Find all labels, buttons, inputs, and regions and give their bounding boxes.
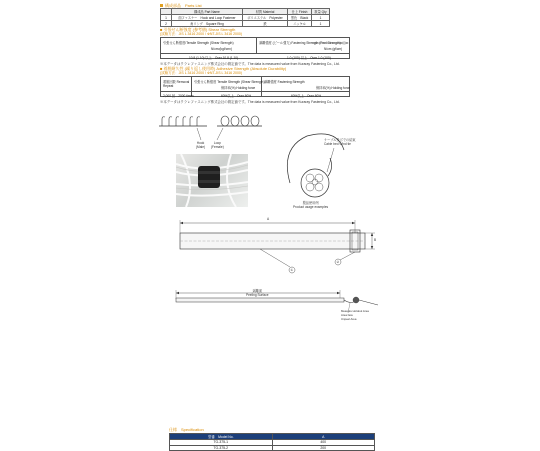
shear-right-unit: N/cm (gf/cm) [324, 47, 343, 51]
table-header-cell: 材質 Material [242, 9, 287, 15]
table-cell: 黒色 Black [288, 15, 312, 21]
table-cell: 1 [312, 15, 330, 21]
loop-label [211, 141, 224, 149]
callout-one-label: ① [290, 268, 294, 272]
hook-label-text: Hook [196, 141, 205, 145]
table-header-cell: 仕上 Finish [288, 9, 312, 15]
table-header-cell: 構成品 Part Name [172, 9, 243, 15]
cable-label-line2: Cable bed Wind tie [324, 142, 351, 146]
durability-col2: 引張せん断強度 Tensile Strength (Shear Strength) [194, 80, 265, 84]
durability-box [160, 76, 350, 97]
shear-note: ※本データはクラレファスニング株式会社の測定値です。The data is measured value from Kuraray Fastening Co., Ltd. [160, 62, 340, 66]
loop-sub-text: (Female) [211, 145, 224, 149]
section-marker-icon [160, 4, 163, 7]
peeling-label-line2: Peeling Surface [246, 293, 269, 297]
shear-section-title: ■ 引張せん断強度 (参考値) Shear Strength [160, 27, 236, 32]
cable-bundle-image [176, 154, 248, 207]
durability-standard: (試験方法：JIS L 3416 2000 / ※NT-JIS L 3416 2000) [160, 71, 243, 75]
durability-shear-value: 60%以上 Over 60% [221, 93, 252, 98]
spec-model-cell: TG-375-1 [170, 440, 273, 446]
hook-label [196, 141, 205, 149]
shear-left-value: 10.8 (1.10) 以上 Over 10.8 (1.10) [189, 56, 239, 60]
table-cell: 面ファスナー Hook and Loop Fastener [172, 15, 243, 21]
dim-a-label: A [267, 217, 270, 221]
durability-note: ※本データはクラレファスニング株式会社の測定値です。The data is measured value from Kuraray Fastening Co., Ltd. [160, 100, 340, 104]
usage-caption [293, 201, 328, 209]
cable-label-line1: ケーブル及びでの結束 [324, 138, 356, 142]
durability-col3: 剥離強度 Fastening Strength [264, 80, 305, 84]
spec-header-model: 型番 Model No. [170, 434, 273, 440]
parts-section-title: 構成部品 Parts List [160, 3, 202, 9]
durability-col2-sub: 保持率(%) Holding force [221, 86, 256, 90]
dimension-drawing [150, 215, 390, 285]
measure-area-label [341, 310, 369, 321]
shear-left-unit: N/cm²(kgf/cm²) [211, 47, 233, 51]
table-cell: 鉄 [242, 21, 287, 27]
peel-sketch-icon [311, 40, 349, 46]
peel-test-diagram [170, 285, 385, 330]
measure-label-line2: Area face [341, 312, 353, 317]
shear-strength-box [160, 37, 350, 59]
durability-peel-value: 60%以上 Over 60% [291, 93, 322, 98]
measure-label-line3: Unpeel Area [341, 316, 357, 321]
spec-section-title: 仕様 Specification [169, 427, 204, 432]
durability-col1: 着脱回数 Removal Repeat [163, 80, 190, 88]
parts-table [160, 8, 330, 27]
table-header-cell: 数量 Qty [312, 9, 330, 15]
box-divider [161, 53, 350, 54]
table-cell: 角リング Square Ring [172, 21, 243, 27]
durability-section-title: ■ 着脱耐久性 (繰り返し使用時) Adhesive Strength (Absolute Durability) [160, 66, 287, 71]
spec-a-cell: 200 [272, 445, 375, 451]
box-divider [161, 91, 350, 92]
table-cell: ニッケル [288, 21, 312, 27]
table-cell: 1 [312, 21, 330, 27]
usage-caption-line2: Product usage examples [293, 205, 329, 209]
durability-repeat-value: 2,000 回 2000 times [163, 93, 194, 98]
shear-right-value: 1.0 (100) 以上 Over 1.0 (100) [287, 56, 331, 60]
product-photo [176, 154, 248, 207]
spec-model-cell: TG-375-2 [170, 445, 273, 451]
spec-header-a: A [272, 434, 375, 440]
durability-col3-sub: 保持率(%) Holding force [316, 86, 351, 90]
callout-two-label: ② [336, 260, 340, 264]
table-cell: ポリエステル Polyester [242, 15, 287, 21]
usage-caption-line1: 製品使用例 [302, 201, 319, 205]
shear-right-label: 剥離強度 (ピール強力) Fastening Strength (Peel Strength) [259, 41, 341, 45]
shear-left-label: 引張せん断強度/Tensile Strength (Shear Strength) [163, 41, 234, 45]
shear-standard: (試験方法：JIS L 3416 2000 / ※NT-JIS L 3416 2000) [160, 32, 243, 36]
cable-usage-label [324, 138, 356, 146]
box-divider [256, 38, 257, 53]
measure-label-line1: Measure Holdout Area [341, 309, 369, 313]
peeling-surface-label [246, 289, 269, 297]
table-row [161, 21, 330, 27]
loop-label-text: Loop [213, 141, 221, 145]
peeling-label-line1: 剥離面 [252, 289, 263, 293]
hook-sub-text: (Male) [196, 145, 206, 149]
spec-a-cell: 400 [272, 440, 375, 446]
table-cell: 2 [161, 21, 172, 27]
spec-table [169, 433, 375, 451]
table-cell: 1 [161, 15, 172, 21]
dim-b-label: B [374, 238, 377, 242]
